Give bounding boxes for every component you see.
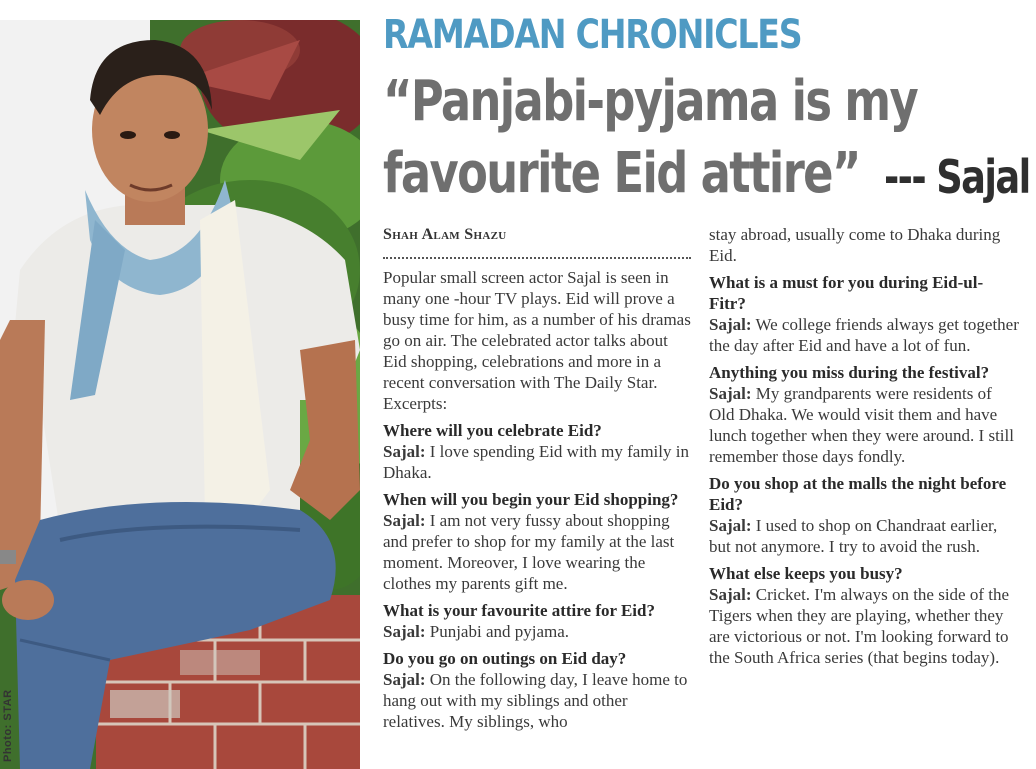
answer bbox=[383, 510, 691, 594]
speaker-label: Sajal: bbox=[383, 511, 426, 530]
answer-text: I love spending Eid with my family in Dhaka. bbox=[383, 442, 689, 482]
answer bbox=[709, 584, 1019, 668]
headline-attribution: --- Sajal bbox=[884, 150, 1030, 204]
photo-credit bbox=[2, 690, 14, 762]
qa-item bbox=[709, 473, 1019, 557]
qa-item bbox=[709, 362, 1019, 467]
speaker-label: Sajal: bbox=[709, 516, 752, 535]
answer-text: Cricket. I'm always on the side of the Tigers when they are playing, whether they are victorious or not. I'm looking forward to the South Africa series (that begins today). bbox=[709, 585, 1010, 667]
intro-paragraph: Popular small screen actor Sajal is seen in many one -hour TV plays. Eid will prove a busy time for him, as a number of his dramas go on air. The celebrated actor talks about Eid shopping, celebrations and more in a recent conversation with The Daily Star. Excerpts: bbox=[383, 268, 691, 413]
qa-item bbox=[383, 648, 691, 732]
answer-text: We college friends always get together the day after Eid and have a lot of fun. bbox=[709, 315, 1019, 355]
article-photo bbox=[0, 20, 360, 769]
question: What is your favourite attire for Eid? bbox=[383, 601, 655, 620]
answer bbox=[383, 669, 691, 732]
answer-text: I am not very fussy about shopping and prefer to shop for my family at the last moment. Moreover, I love wearing the clothes my parents gift me. bbox=[383, 511, 675, 593]
question: Where will you celebrate Eid? bbox=[383, 421, 602, 440]
answer bbox=[383, 441, 691, 483]
qa-item bbox=[383, 489, 691, 594]
article-column-1 bbox=[383, 224, 691, 738]
speaker-label: Sajal: bbox=[709, 585, 752, 604]
qa-item bbox=[383, 600, 691, 642]
answer-text: My grandparents were residents of Old Dhaka. We would visit them and have lunch together when they were around. I still remember those days fondly. bbox=[709, 384, 1014, 466]
speaker-label: Sajal: bbox=[383, 622, 426, 641]
photo-credit-prefix: Photo: bbox=[2, 720, 14, 762]
section-kicker: RAMADAN CHRONICLES bbox=[383, 12, 802, 58]
qa-item bbox=[709, 272, 1019, 356]
answer bbox=[383, 621, 691, 642]
article-column-2 bbox=[709, 224, 1019, 674]
answer bbox=[709, 383, 1019, 467]
question: Do you shop at the malls the night before Eid? bbox=[709, 474, 1007, 514]
speaker-label: Sajal: bbox=[383, 670, 426, 689]
answer-continued: stay abroad, usually come to Dhaka during Eid. bbox=[709, 225, 1001, 265]
answer-text: I used to shop on Chandraat earlier, but not anymore. I try to avoid the rush. bbox=[709, 516, 998, 556]
question: Do you go on outings on Eid day? bbox=[383, 649, 627, 668]
question: What is a must for you during Eid-ul-Fitr? bbox=[709, 273, 984, 313]
photo-illustration bbox=[0, 20, 360, 769]
speaker-label: Sajal: bbox=[383, 442, 426, 461]
answer-text: Punjabi and pyjama. bbox=[425, 622, 570, 641]
answer-text: On the following day, I leave home to hang out with my siblings and other relatives. My siblings, who bbox=[383, 670, 688, 731]
byline-divider bbox=[383, 251, 691, 259]
question: When will you begin your Eid shopping? bbox=[383, 490, 679, 509]
answer bbox=[709, 515, 1019, 557]
headline-quote bbox=[383, 66, 917, 210]
question: Anything you miss during the festival? bbox=[709, 363, 990, 382]
qa-item bbox=[709, 563, 1019, 668]
answer bbox=[709, 314, 1019, 356]
qa-item bbox=[383, 420, 691, 483]
question: What else keeps you busy? bbox=[709, 564, 903, 583]
speaker-label: Sajal: bbox=[709, 315, 752, 334]
author-byline: Shah Alam Shazu bbox=[383, 226, 507, 243]
headline-line-2: favourite Eid attire” bbox=[383, 141, 860, 206]
speaker-label: Sajal: bbox=[709, 384, 752, 403]
headline-line-1: “Panjabi-pyjama is my bbox=[383, 69, 918, 134]
photo-credit-source: STAR bbox=[2, 689, 14, 721]
